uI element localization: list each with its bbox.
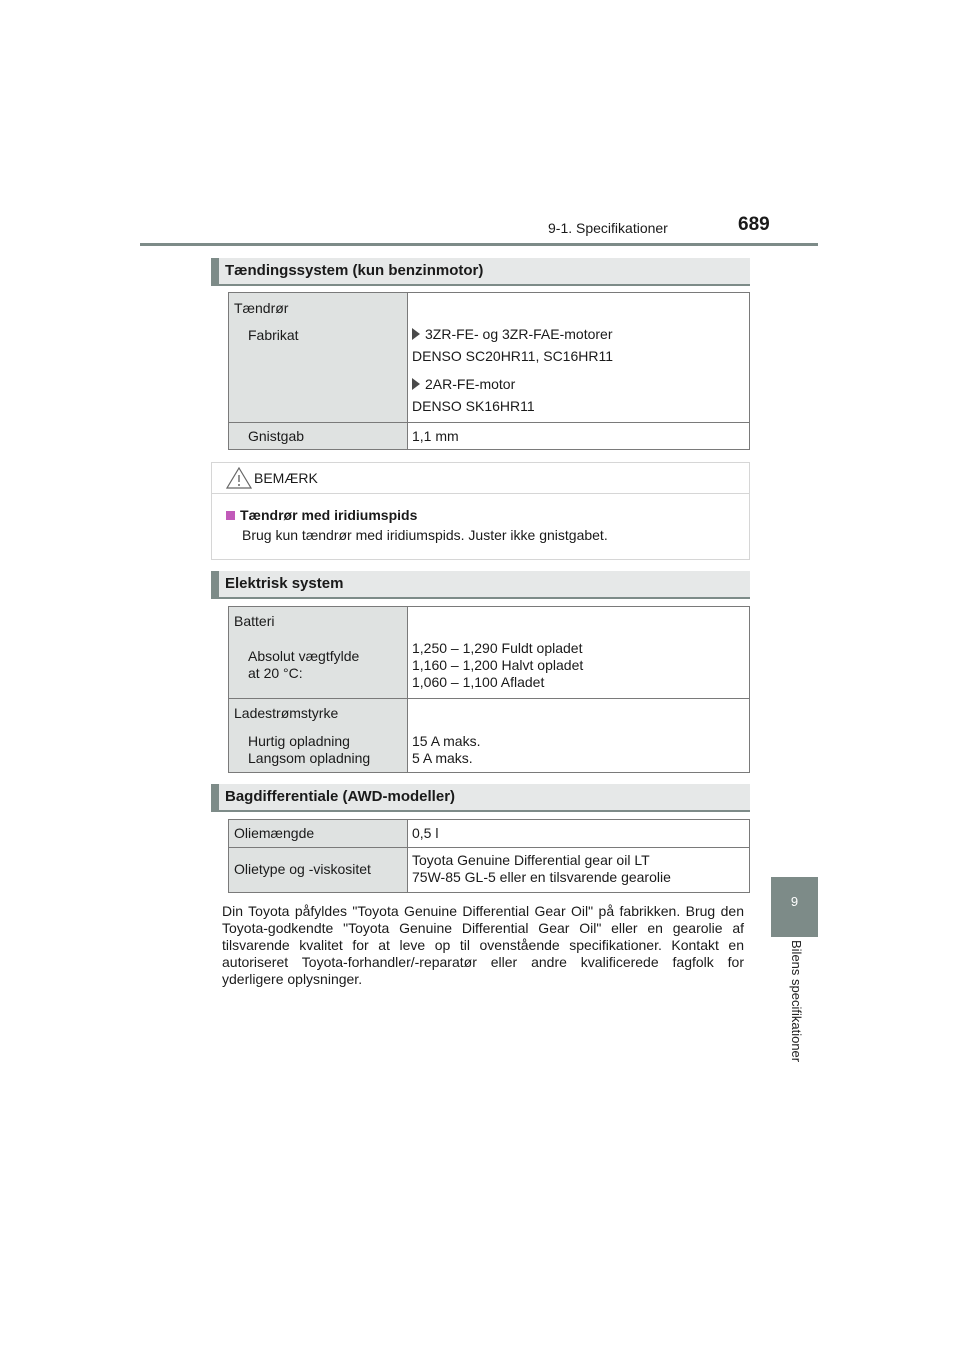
table-row <box>229 293 750 423</box>
battery-label: Batteri <box>234 613 275 629</box>
fast-charge-value: 15 A maks. <box>412 733 481 749</box>
chapter-label: Bilens specifikationer <box>789 940 804 1063</box>
plug-3zr: DENSO SC20HR11, SC16HR11 <box>412 348 614 364</box>
note-body: Brug kun tændrør med iridiumspids. Juster ikke gnistgabet. <box>242 527 608 543</box>
engine-2ar <box>412 376 749 392</box>
table-row <box>229 423 750 450</box>
charge-value-cell <box>408 699 750 773</box>
ignition-table <box>228 292 750 450</box>
arrow-right-icon <box>412 328 420 340</box>
charge-label-cell <box>229 699 408 773</box>
oil-capacity-value: 0,5 l <box>412 825 439 841</box>
table-row <box>229 848 750 893</box>
gravity-half: 1,160 – 1,200 Halvt opladet <box>412 657 584 673</box>
gravity-empty: 1,060 – 1,100 Afladet <box>412 674 545 690</box>
chapter-tab[interactable]: 9 <box>771 877 818 937</box>
arrow-right-icon <box>412 378 420 390</box>
oil-type-value-2: 75W-85 GL-5 eller en tilsvarende gearolie <box>412 869 671 885</box>
gap-value: 1,1 mm <box>412 428 459 444</box>
make-label: Fabrikat <box>248 327 299 343</box>
table-row <box>229 820 750 848</box>
note-title <box>226 507 417 523</box>
electrical-heading <box>211 571 750 599</box>
engine-3zr-text: 3ZR-FE- og 3ZR-FAE-motorer <box>425 326 613 342</box>
oil-capacity-label: Oliemængde <box>234 825 315 841</box>
spark-plug-label-cell <box>229 293 408 423</box>
differential-paragraph: Din Toyota påfyldes "Toyota Genuine Differential Gear Oil" på fabrikken. Brug den Toyota-godkendte "Toyota Genuine Differential Gear Oil" eller en gearolie af tilsvarende kvalitet for at leve op til ovenstående specifikationer. Kontakt en autoriseret Toyota-forhandler/-reparatør eller andre kvalificerede fagfolk for yderligere oplysninger. <box>222 903 744 987</box>
gravity-label-2: at 20 °C: <box>248 665 303 681</box>
table-row <box>229 699 750 773</box>
note-header <box>212 463 749 494</box>
battery-label-cell <box>229 607 408 699</box>
gravity-full: 1,250 – 1,290 Fuldt opladet <box>412 640 583 656</box>
differential-heading-text: Bagdifferentiale (AWD-modeller) <box>225 788 456 805</box>
gravity-value-cell <box>408 607 750 699</box>
header-rule <box>140 243 818 246</box>
table-row <box>229 607 750 699</box>
spark-plug-value-cell <box>408 293 750 423</box>
gravity-label-1: Absolut vægtfylde <box>248 648 360 664</box>
ignition-heading-text: Tændingssystem (kun benzinmotor) <box>225 262 484 279</box>
charge-label: Ladestrømstyrke <box>234 705 339 721</box>
oil-capacity-value-cell <box>408 820 750 848</box>
engine-3zr <box>412 326 749 342</box>
oil-type-value-cell <box>408 848 750 893</box>
plug-2ar: DENSO SK16HR11 <box>412 398 535 414</box>
note-title-text: Tændrør med iridiumspids <box>240 507 418 523</box>
note-label: BEMÆRK <box>254 470 318 486</box>
slow-charge-label: Langsom opladning <box>248 750 371 766</box>
warning-icon <box>226 467 252 489</box>
electrical-heading-text: Elektrisk system <box>225 575 344 592</box>
electrical-table <box>228 606 750 773</box>
differential-table <box>228 819 750 893</box>
square-bullet-icon <box>226 511 235 520</box>
gap-label: Gnistgab <box>248 428 305 444</box>
differential-heading <box>211 784 750 812</box>
oil-type-label-cell <box>229 848 408 893</box>
gap-label-cell <box>229 423 408 450</box>
oil-type-label: Olietype og -viskositet <box>234 861 371 877</box>
spark-plug-label: Tændrør <box>234 300 289 316</box>
engine-2ar-text: 2AR-FE-motor <box>425 376 516 392</box>
oil-capacity-label-cell <box>229 820 408 848</box>
fast-charge-label: Hurtig opladning <box>248 733 350 749</box>
slow-charge-value: 5 A maks. <box>412 750 473 766</box>
gap-value-cell <box>408 423 750 450</box>
note-box <box>211 462 750 560</box>
oil-type-value-1: Toyota Genuine Differential gear oil LT <box>412 852 650 868</box>
section-title: 9-1. Specifikationer <box>548 220 668 236</box>
page-number: 689 <box>738 214 770 235</box>
ignition-heading <box>211 258 750 286</box>
